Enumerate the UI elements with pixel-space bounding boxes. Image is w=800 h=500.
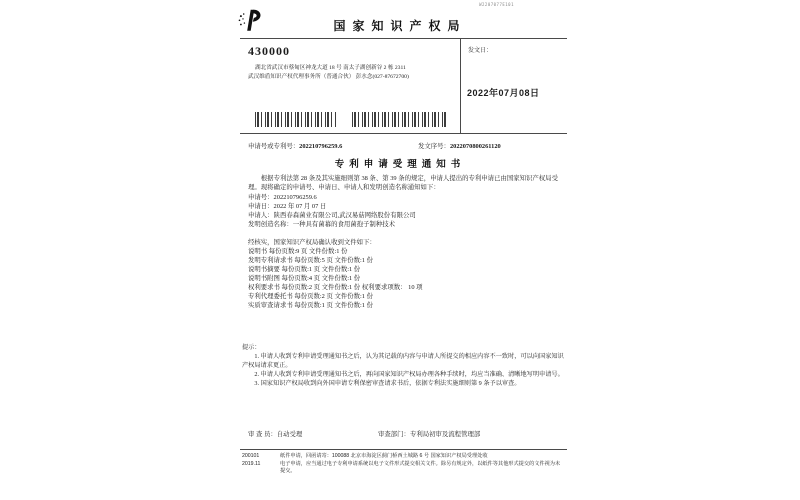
- application-number-value: 202210796259.6: [299, 143, 343, 150]
- footer-paper-instruction: 纸件申请，回函请寄：100088 北京市海淀区蓟门桥西土城路 6 号 国家知识产权局受理处收: [280, 453, 488, 459]
- document-title: 专利申请受理通知书: [334, 159, 466, 170]
- file-item-description: 说明书 每份页数:9 页 文件份数:1 份: [248, 248, 348, 255]
- recipient-address-line2: 武汉维盾知识产权代理事务所（普通合伙） 彭水念(027-87672700): [248, 74, 409, 80]
- notes-title: 提示：: [242, 344, 261, 351]
- note-item-2: 2. 申请人收到专利申请受理通知书之后，再向国家知识产权局办理各种手续时，均应当准确、清晰地写明申请号。: [254, 371, 564, 378]
- footer-row-electronic: [242, 461, 564, 475]
- barcode-serial-number: [352, 112, 448, 127]
- spacer: [248, 229, 558, 238]
- signoff-row: [248, 429, 560, 438]
- form-number: 200101: [242, 453, 260, 459]
- examiner-value: 自动受理: [276, 431, 303, 438]
- serial-number: [418, 141, 501, 150]
- date-box-divider: [460, 38, 461, 133]
- barcode-application-number: [255, 112, 337, 127]
- footer-divider: [240, 449, 567, 450]
- invention-title-line: 发明创造名称：一种具有菌幕的食用菌孢子制种技术: [248, 221, 395, 228]
- dispatch-date-label: 发文日：: [468, 48, 493, 54]
- department-label: 审查部门：: [378, 431, 410, 438]
- notes-section: [242, 343, 564, 388]
- department: [378, 429, 480, 438]
- confirmation-line: 经核实，国家知识产权局确认收到文件如下：: [248, 239, 376, 246]
- file-item-request: 发明专利请求书 每份页数:5 页 文件份数:1 份: [248, 257, 373, 264]
- footer-row-paper: [242, 453, 564, 460]
- file-item-abstract: 说明书摘要 每份页数:1 页 文件份数:1 份: [248, 266, 361, 273]
- recipient-address-line1: 湖北省武汉市蔡甸区神龙大道 18 号 南太子湖创新谷 2 栋 2311: [255, 65, 406, 71]
- department-value: 专利局初审及流程管理部: [409, 431, 481, 438]
- file-item-power-of-attorney: 专利代理委托书 每份页数:2 页 文件份数:1 份: [248, 293, 373, 300]
- postal-code: 430000: [248, 44, 290, 58]
- application-number-label: 申请号或专利号：: [248, 143, 300, 150]
- application-date-line: 申请日：2022 年 07 月 07 日: [248, 203, 327, 210]
- meta-row-divider: [240, 133, 567, 134]
- serial-number-value: 2022070800261120: [449, 143, 501, 150]
- application-number-line: 申请号：202210796259.6: [248, 194, 317, 201]
- file-item-drawings: 说明书附图 每份页数:4 页 文件份数:1 份: [248, 275, 361, 282]
- dispatch-date-value: 2022年07月08日: [467, 88, 540, 98]
- applicant-line: 申请人：陕西春森菌业有限公司,武汉易菇网络股份有限公司: [248, 212, 416, 219]
- form-footer: [242, 453, 564, 476]
- note-item-1: 1. 申请人收到专利申请受理通知书之后，认为其记载的内容与申请人所提交的相应内容不一致时，可以向国家知识产权局请求更正。: [242, 353, 564, 369]
- patent-acceptance-notice-page: [228, 0, 572, 500]
- file-item-claims: 权利要求书 每份页数:2 页 文件份数:1 份 权利要求项数： 10 项: [248, 284, 423, 291]
- agency-title: 国家知识产权局: [333, 19, 467, 33]
- notice-body: [248, 174, 558, 310]
- form-revision-date: 2019.11: [242, 461, 261, 467]
- examiner-label: 审 查 员：: [248, 431, 277, 438]
- serial-number-label: 发文序号：: [418, 143, 450, 150]
- document-tracking-code: W2207077E101: [479, 2, 514, 7]
- meta-row: [248, 141, 560, 150]
- intro-paragraph: 根据专利法第 28 条及其实施细则第 38 条、第 39 条的规定，申请人提出的专利申请已由国家知识产权局受理。现将确定的申请号、申请日、申请人和发明创造名称通知如下：: [248, 175, 558, 191]
- note-item-3: 3. 国家知识产权局收到向外国申请专利保密审查请求书后，依据专利法实施细则第 9 条予以审查。: [254, 380, 521, 387]
- footer-electronic-instruction: 电子申请，应当通过电子专利申请系统以电子文件形式提交相关文件。除另有规定外，以纸件等其他形式提交的文件视为未提交。: [280, 461, 561, 474]
- file-item-exam-request: 实质审查请求书 每份页数:1 页 文件份数:1 份: [248, 302, 373, 309]
- header-divider: [240, 38, 567, 39]
